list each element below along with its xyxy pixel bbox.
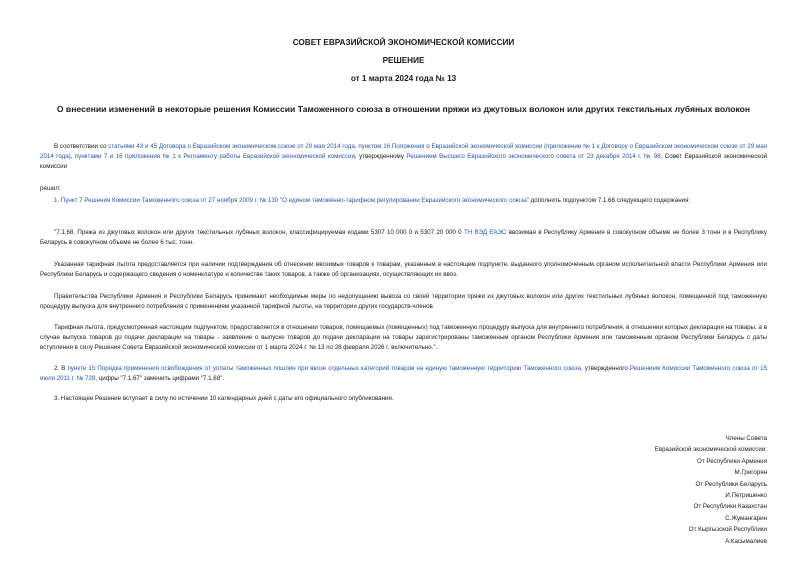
signature-line: М.Григорян xyxy=(734,469,767,477)
item-2-text: , утвержденного xyxy=(580,365,630,372)
subitem-text: ввозимая в Республику Армения в совокупном объеме не более 3 тонн и в Республику Беларусь в совокупном объеме не более 6 тыс. тонн. xyxy=(40,229,768,246)
subitem-7-1-68-paragraph xyxy=(40,228,767,248)
item-3-paragraph: 3. Настоящее Решение вступает в силу по истечении 10 календарных дней с даты его официального опубликования. xyxy=(54,395,394,402)
document-title: О внесении изменений в некоторые решения Комиссии Таможенного союза в отношении пряжи из джутовых волокон или других текстильных лубяных волокон xyxy=(56,104,751,114)
item-1-text: дополнить подпунктом 7.1.68 следующего содержания: xyxy=(528,197,691,204)
tariff-period-paragraph: Тарифная льгота, предусмотренная настоящим подпунктом, предоставляется в отношении товаров, помещаемых (помещенных) под таможенную процедуру выпуска для внутреннего потребления, в отношении которых декларация на товары, а в случае выпуска товаров до подачи декларации на товары - заявление о выпуске товаров до подачи декларации на товары зарегистрированы таможенным органом Республики Армения или таможенным органом Республики Беларусь с даты вступления в силу Решения Совета Евразийской экономической комиссии от 1 марта 2024 г. № 13 по 28 февраля 2026 г. включительно.". xyxy=(40,324,767,351)
document-type: РЕШЕНИЕ xyxy=(382,56,425,65)
work-rules-link[interactable]: пунктами 7 и 16 приложения № 1 к Регламенту работы Евразийской экономической комиссии xyxy=(74,152,355,160)
document-date: от 1 марта 2024 года № 13 xyxy=(350,74,457,83)
signature-line: Члены Совета xyxy=(725,435,767,442)
issuing-body: СОВЕТ ЕВРАЗИЙСКОЙ ЭКОНОМИЧЕСКОЙ КОМИССИИ xyxy=(292,38,515,47)
subitem-text: "7.1.68. Пряжа из джутовых волокон или других текстильных лубяных волокон, классифицируемая кодами 5307 10 000 0 и 5307 20 000 0 xyxy=(54,229,464,236)
preamble-text: , Совет Евразийской экономической комиссии xyxy=(40,152,767,170)
item-2-text: , цифры "7.1.67" заменить цифрами "7.1.68". xyxy=(95,374,225,382)
exemption-order-link[interactable]: пункте 15 Порядка применения освобождения от уплаты таможенных пошлин при ввозе отдельных категорий товаров на единую таможенную территорию Таможенного союза xyxy=(67,365,581,372)
preamble-text: , xyxy=(70,152,75,160)
signature-line: От Республики Армения xyxy=(697,457,767,465)
signature-line: От Республики Казахстан xyxy=(693,503,767,511)
decision-130-link[interactable]: 1. Пункт 7 Решения Комиссии Таможенного союза от 27 ноября 2009 г. № 130 "О едином таможенно-тарифном регулировании Евразийского экономического союза" xyxy=(54,197,529,204)
signature-line: От Кыргызской Республики xyxy=(688,526,767,534)
item-2-text: 2. В xyxy=(54,365,68,372)
supreme-council-decision-link[interactable]: Решением Высшего Евразийского экономического совета от 23 декабря 2014 г. № 98 xyxy=(406,152,661,160)
signatures-block xyxy=(547,433,767,547)
item-1-paragraph xyxy=(40,196,767,206)
preamble-text: , утвержденному xyxy=(354,152,407,160)
decided-label: решил: xyxy=(40,185,61,192)
treaty-articles-link[interactable]: статьями 43 и 45 Договора о Евразийском экономическом союзе от 29 мая 2014 года xyxy=(108,143,355,150)
signature-line: А.Касымалиев xyxy=(725,537,767,545)
tn-ved-link[interactable]: ТН ВЭД ЕАЭС xyxy=(463,229,507,236)
tariff-confirmation-paragraph: Указанная тарифная льгота предоставляется при наличии подтверждения об отнесении ввозимых товаров к товарам, указанным в настоящем подпункте, выданного уполномоченным органом исполнительной власти Республики Армения или Республики Беларусь и содержащего сведения о номенклатуре и количестве таких товаров, а также об организациях, осуществляющих их ввоз. xyxy=(40,261,767,278)
signature-line: Евразийской экономической комиссии: xyxy=(654,446,767,454)
signature-line: С.Жумангарин xyxy=(725,514,767,522)
export-prevention-paragraph: Правительства Республики Армения и Республики Беларусь принимают необходимые меры по недопущению вывоза со своей территории пряжи из джутовых волокон или других текстильных лубяных волокон, помещенной под таможенную процедуру выпуска для внутреннего потребления с применением указанной тарифной льготы, на территории других государств-членов. xyxy=(40,293,767,310)
signature-line: И.Петришенко xyxy=(725,492,767,500)
commission-regulation-link[interactable]: пунктом 16 Положения о Евразийской экономической комиссии (приложение № 1 к Договору о Евразийском экономическом союзе от 29 мая 2014 года) xyxy=(40,143,767,160)
decision-728-link[interactable]: Решением Комиссии Таможенного союза от 15 июля 2011 г. № 728 xyxy=(40,365,767,382)
preamble-text: В соответствии со xyxy=(54,143,109,150)
signature-line: От Республики Беларусь xyxy=(695,480,767,488)
item-2-paragraph xyxy=(40,364,767,384)
preamble-paragraph xyxy=(40,142,767,171)
preamble-text: , xyxy=(354,143,359,150)
